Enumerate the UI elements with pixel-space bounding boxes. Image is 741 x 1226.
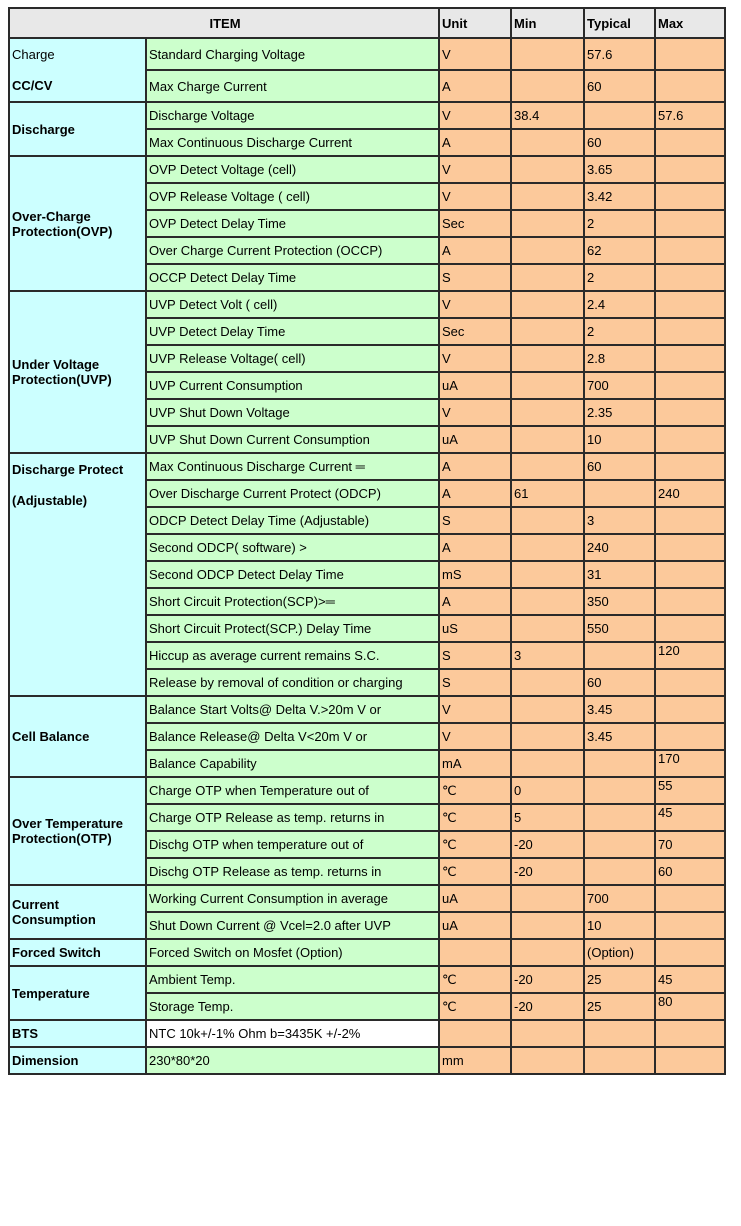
min-cell	[511, 750, 584, 777]
unit-cell	[439, 939, 511, 966]
min-cell	[511, 372, 584, 399]
group-label-otp	[9, 777, 146, 885]
min-cell	[511, 264, 584, 291]
min-cell	[511, 1020, 584, 1047]
param-cell: Short Circuit Protect(SCP.) Delay Time	[146, 615, 439, 642]
unit-cell: Sec	[439, 210, 511, 237]
typical-cell: 31	[584, 561, 655, 588]
max-cell: 70	[655, 831, 725, 858]
group-label-line: Forced Switch	[12, 945, 101, 960]
typical-cell: 550	[584, 615, 655, 642]
param-cell: OVP Release Voltage ( cell)	[146, 183, 439, 210]
group-label-cc	[9, 885, 146, 939]
unit-cell: ℃	[439, 777, 511, 804]
table-row	[9, 453, 725, 480]
param-cell: Max Continuous Discharge Current	[146, 129, 439, 156]
unit-cell: uA	[439, 912, 511, 939]
min-cell	[511, 210, 584, 237]
table-row	[9, 156, 725, 183]
max-cell	[655, 264, 725, 291]
min-cell: -20	[511, 966, 584, 993]
typical-cell: 3.45	[584, 723, 655, 750]
unit-cell: V	[439, 102, 511, 129]
unit-cell: ℃	[439, 966, 511, 993]
max-cell: 120	[655, 642, 725, 669]
max-cell	[655, 1047, 725, 1074]
unit-cell: A	[439, 588, 511, 615]
unit-cell: A	[439, 237, 511, 264]
param-cell: UVP Detect Volt ( cell)	[146, 291, 439, 318]
unit-cell: uA	[439, 426, 511, 453]
max-cell	[655, 426, 725, 453]
max-cell	[655, 561, 725, 588]
unit-cell: Sec	[439, 318, 511, 345]
param-cell: OCCP Detect Delay Time	[146, 264, 439, 291]
min-cell	[511, 38, 584, 70]
max-cell	[655, 129, 725, 156]
param-cell: Balance Release@ Delta V<20m V or	[146, 723, 439, 750]
max-cell	[655, 237, 725, 264]
group-label-uvp	[9, 291, 146, 453]
param-cell: 230*80*20	[146, 1047, 439, 1074]
min-cell	[511, 156, 584, 183]
group-label-bts	[9, 1020, 146, 1047]
group-label-line: Discharge Protect	[12, 462, 124, 477]
typical-cell	[584, 642, 655, 669]
table-row	[9, 966, 725, 993]
max-cell	[655, 453, 725, 480]
group-label-line: CC/CV	[12, 78, 53, 93]
max-cell	[655, 669, 725, 696]
max-cell	[655, 372, 725, 399]
param-cell: UVP Current Consumption	[146, 372, 439, 399]
min-cell: 3	[511, 642, 584, 669]
typical-cell: 3.42	[584, 183, 655, 210]
param-cell: UVP Shut Down Voltage	[146, 399, 439, 426]
max-cell	[655, 345, 725, 372]
min-cell: -20	[511, 993, 584, 1020]
min-cell	[511, 453, 584, 480]
group-label-ovp	[9, 156, 146, 291]
max-cell	[655, 1020, 725, 1047]
min-cell: -20	[511, 831, 584, 858]
min-cell	[511, 345, 584, 372]
param-cell: NTC 10k+/-1% Ohm b=3435K +/-2%	[146, 1020, 439, 1047]
group-label-line: Over-Charge	[12, 208, 91, 224]
max-cell	[655, 318, 725, 345]
param-cell: Dischg OTP when temperature out of	[146, 831, 439, 858]
typical-cell: 240	[584, 534, 655, 561]
max-cell: 60	[655, 858, 725, 885]
min-cell	[511, 723, 584, 750]
unit-cell: S	[439, 669, 511, 696]
group-label-line: Discharge	[12, 121, 75, 137]
unit-cell: mm	[439, 1047, 511, 1074]
typical-cell: 10	[584, 912, 655, 939]
typical-cell: 60	[584, 669, 655, 696]
min-cell	[511, 912, 584, 939]
typical-cell: 2	[584, 264, 655, 291]
max-cell	[655, 210, 725, 237]
min-cell	[511, 1047, 584, 1074]
unit-cell: uS	[439, 615, 511, 642]
group-label-line: Consumption	[12, 912, 96, 927]
typical-cell	[584, 1020, 655, 1047]
max-cell	[655, 885, 725, 912]
typical-cell: 10	[584, 426, 655, 453]
max-cell: 240	[655, 480, 725, 507]
min-cell	[511, 561, 584, 588]
group-label-line: Protection(UVP)	[12, 372, 112, 387]
unit-cell: V	[439, 156, 511, 183]
group-label-line: Dimension	[12, 1053, 79, 1068]
param-cell: OVP Detect Voltage (cell)	[146, 156, 439, 183]
group-label-line: Current	[12, 897, 59, 912]
typical-cell	[584, 777, 655, 804]
group-label-line: Temperature	[12, 985, 90, 1001]
max-cell: 57.6	[655, 102, 725, 129]
typical-cell: 2.8	[584, 345, 655, 372]
typical-cell	[584, 831, 655, 858]
typical-cell	[584, 750, 655, 777]
unit-cell: S	[439, 507, 511, 534]
unit-cell: V	[439, 399, 511, 426]
unit-cell: ℃	[439, 804, 511, 831]
unit-cell: A	[439, 534, 511, 561]
header-item: ITEM	[9, 8, 439, 38]
spec-body	[9, 38, 725, 1074]
min-cell	[511, 588, 584, 615]
min-cell	[511, 507, 584, 534]
typical-cell: 350	[584, 588, 655, 615]
unit-cell: ℃	[439, 831, 511, 858]
min-cell	[511, 318, 584, 345]
param-cell: Max Charge Current	[146, 70, 439, 102]
table-row	[9, 102, 725, 129]
group-label-line: Protection(OVP)	[12, 223, 113, 239]
group-label-dim	[9, 1047, 146, 1074]
unit-cell: A	[439, 70, 511, 102]
min-cell	[511, 615, 584, 642]
typical-cell	[584, 1047, 655, 1074]
param-cell: Standard Charging Voltage	[146, 38, 439, 70]
table-row	[9, 885, 725, 912]
min-cell: -20	[511, 858, 584, 885]
group-label-line: Protection(OTP)	[12, 831, 112, 846]
min-cell	[511, 669, 584, 696]
unit-cell: V	[439, 38, 511, 70]
max-cell	[655, 534, 725, 561]
max-cell	[655, 912, 725, 939]
group-label-line: Under Voltage	[12, 357, 100, 372]
param-cell: Second ODCP( software) >	[146, 534, 439, 561]
unit-cell: V	[439, 723, 511, 750]
max-cell: 55	[655, 777, 725, 804]
header-min: Min	[511, 8, 584, 38]
param-cell: UVP Release Voltage( cell)	[146, 345, 439, 372]
header-max: Max	[655, 8, 725, 38]
typical-cell: 25	[584, 966, 655, 993]
min-cell	[511, 534, 584, 561]
unit-cell: A	[439, 129, 511, 156]
min-cell	[511, 885, 584, 912]
group-label-dp	[9, 453, 146, 696]
typical-cell: 3.45	[584, 696, 655, 723]
group-label-charge	[9, 38, 146, 102]
unit-cell: mS	[439, 561, 511, 588]
typical-cell: 60	[584, 129, 655, 156]
unit-cell: ℃	[439, 993, 511, 1020]
header-row	[9, 8, 725, 38]
param-cell: ODCP Detect Delay Time (Adjustable)	[146, 507, 439, 534]
unit-cell: ℃	[439, 858, 511, 885]
typical-cell: 3	[584, 507, 655, 534]
typical-cell: 700	[584, 885, 655, 912]
param-cell: Charge OTP Release as temp. returns in	[146, 804, 439, 831]
param-cell: UVP Detect Delay Time	[146, 318, 439, 345]
group-label-line: Charge	[12, 47, 55, 62]
typical-cell: 2	[584, 210, 655, 237]
min-cell: 5	[511, 804, 584, 831]
table-row	[9, 1047, 725, 1074]
typical-cell	[584, 102, 655, 129]
unit-cell: uA	[439, 885, 511, 912]
typical-cell: 2.4	[584, 291, 655, 318]
group-label-discharge	[9, 102, 146, 156]
param-cell: Second ODCP Detect Delay Time	[146, 561, 439, 588]
param-cell: Over Charge Current Protection (OCCP)	[146, 237, 439, 264]
typical-cell: 700	[584, 372, 655, 399]
typical-cell: 57.6	[584, 38, 655, 70]
max-cell	[655, 615, 725, 642]
typical-cell: 60	[584, 70, 655, 102]
min-cell	[511, 237, 584, 264]
param-cell: Storage Temp.	[146, 993, 439, 1020]
min-cell	[511, 939, 584, 966]
group-label-temp	[9, 966, 146, 1020]
group-label-line: Cell Balance	[12, 729, 90, 744]
typical-cell: 62	[584, 237, 655, 264]
param-cell: Forced Switch on Mosfet (Option)	[146, 939, 439, 966]
max-cell: 45	[655, 804, 725, 831]
param-cell: Balance Start Volts@ Delta V.>20m V or	[146, 696, 439, 723]
unit-cell: V	[439, 291, 511, 318]
min-cell	[511, 129, 584, 156]
max-cell	[655, 507, 725, 534]
param-cell: Shut Down Current @ Vcel=2.0 after UVP	[146, 912, 439, 939]
max-cell	[655, 696, 725, 723]
param-cell: Balance Capability	[146, 750, 439, 777]
table-row	[9, 939, 725, 966]
min-cell	[511, 291, 584, 318]
unit-cell: mA	[439, 750, 511, 777]
param-cell: Release by removal of condition or charging	[146, 669, 439, 696]
min-cell: 38.4	[511, 102, 584, 129]
typical-cell: 3.65	[584, 156, 655, 183]
table-row	[9, 696, 725, 723]
param-cell: Working Current Consumption in average	[146, 885, 439, 912]
param-cell: Dischg OTP Release as temp. returns in	[146, 858, 439, 885]
group-label-fs	[9, 939, 146, 966]
max-cell	[655, 183, 725, 210]
typical-cell	[584, 480, 655, 507]
max-cell	[655, 723, 725, 750]
header-unit: Unit	[439, 8, 511, 38]
group-label-line: (Adjustable)	[12, 493, 88, 508]
param-cell: Over Discharge Current Protect (ODCP)	[146, 480, 439, 507]
typical-cell	[584, 804, 655, 831]
group-label-line: BTS	[12, 1026, 38, 1041]
max-cell	[655, 291, 725, 318]
table-row	[9, 291, 725, 318]
typical-cell: 2.35	[584, 399, 655, 426]
unit-cell: V	[439, 696, 511, 723]
unit-cell: A	[439, 453, 511, 480]
unit-cell	[439, 1020, 511, 1047]
min-cell	[511, 696, 584, 723]
max-cell: 45	[655, 966, 725, 993]
param-cell: Ambient Temp.	[146, 966, 439, 993]
typical-cell: (Option)	[584, 939, 655, 966]
param-cell: Charge OTP when Temperature out of	[146, 777, 439, 804]
typical-cell: 2	[584, 318, 655, 345]
max-cell: 170	[655, 750, 725, 777]
min-cell	[511, 70, 584, 102]
param-cell: OVP Detect Delay Time	[146, 210, 439, 237]
min-cell	[511, 399, 584, 426]
group-label-line: Over Temperature	[12, 816, 124, 831]
param-cell: Discharge Voltage	[146, 102, 439, 129]
unit-cell: V	[439, 345, 511, 372]
max-cell	[655, 939, 725, 966]
header-typical: Typical	[584, 8, 655, 38]
min-cell: 0	[511, 777, 584, 804]
typical-cell: 25	[584, 993, 655, 1020]
param-cell: Hiccup as average current remains S.C.	[146, 642, 439, 669]
typical-cell: 60	[584, 453, 655, 480]
unit-cell: S	[439, 642, 511, 669]
table-row	[9, 777, 725, 804]
min-cell: 61	[511, 480, 584, 507]
max-cell	[655, 399, 725, 426]
unit-cell: V	[439, 183, 511, 210]
max-cell	[655, 588, 725, 615]
typical-cell	[584, 858, 655, 885]
unit-cell: uA	[439, 372, 511, 399]
max-cell	[655, 38, 725, 70]
group-label-cb	[9, 696, 146, 777]
unit-cell: S	[439, 264, 511, 291]
max-cell	[655, 70, 725, 102]
max-cell: 80	[655, 993, 725, 1020]
table-row	[9, 38, 725, 70]
min-cell	[511, 426, 584, 453]
unit-cell: A	[439, 480, 511, 507]
spec-table	[8, 7, 726, 1075]
min-cell	[511, 183, 584, 210]
param-cell: Max Continuous Discharge Current ═	[146, 453, 439, 480]
param-cell: Short Circuit Protection(SCP)>═	[146, 588, 439, 615]
max-cell	[655, 156, 725, 183]
table-row	[9, 1020, 725, 1047]
param-cell: UVP Shut Down Current Consumption	[146, 426, 439, 453]
